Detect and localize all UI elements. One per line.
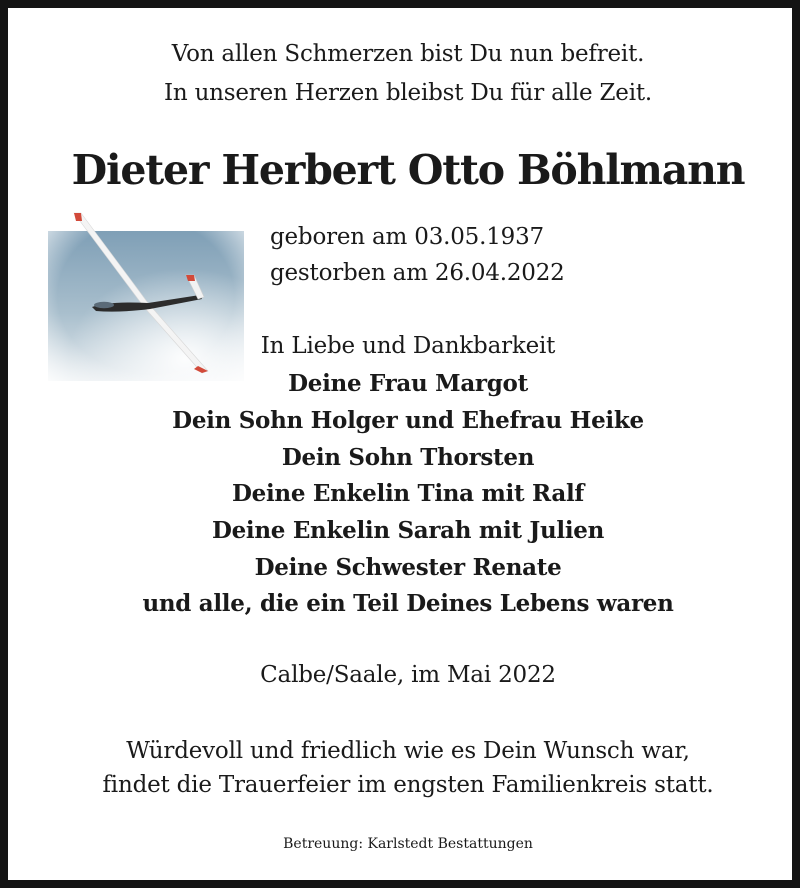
- mourner-line: Dein Sohn Holger und Ehefrau Heike: [172, 407, 644, 434]
- verse-line-1: Von allen Schmerzen bist Du nun befreit.: [171, 41, 645, 67]
- funeral-note-line-2: findet die Trauerfeier im engsten Familienkreis statt.: [102, 772, 714, 798]
- undertaker-credit: Betreuung: Karlstedt Bestattungen: [283, 836, 533, 852]
- mourner-line: Deine Schwester Renate: [254, 554, 562, 581]
- mourner-line: Deine Enkelin Tina mit Ralf: [232, 480, 584, 507]
- mourner-line: und alle, die ein Teil Deines Lebens waren: [142, 590, 674, 617]
- birth-date: geboren am 03.05.1937: [270, 224, 544, 250]
- mourners-intro: In Liebe und Dankbarkeit: [260, 333, 556, 359]
- place-and-date: Calbe/Saale, im Mai 2022: [260, 662, 556, 688]
- death-date: gestorben am 26.04.2022: [270, 260, 565, 286]
- funeral-note-line-1: Würdevoll und friedlich wie es Dein Wunsch war,: [126, 738, 690, 764]
- deceased-name: Dieter Herbert Otto Böhlmann: [71, 146, 745, 194]
- mourner-line: Dein Sohn Thorsten: [281, 444, 535, 471]
- mourner-line: Deine Enkelin Sarah mit Julien: [211, 517, 605, 544]
- verse-line-2: In unseren Herzen bleibst Du für alle Zeit.: [163, 80, 653, 106]
- mourner-line: Deine Frau Margot: [288, 370, 528, 397]
